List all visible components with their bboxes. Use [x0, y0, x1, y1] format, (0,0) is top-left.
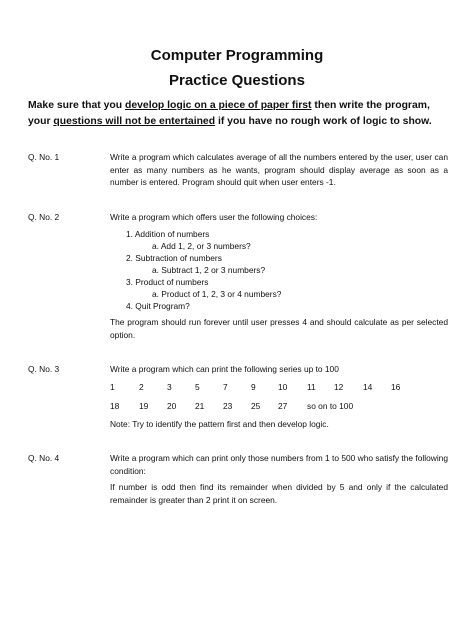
series-number: 2: [139, 382, 144, 392]
choice-subitem: a. Product of 1, 2, 3 or 4 numbers?: [152, 289, 282, 299]
series-number: 12: [334, 382, 344, 392]
page-title: Computer Programming: [150, 47, 324, 64]
question-3-text: Write a program which can print the following series up to 100: [110, 364, 339, 374]
question-3-note: Note: Try to identify the pattern first and then develop logic.: [110, 419, 329, 429]
choice-item: 3. Product of numbers: [126, 277, 209, 287]
question-1-label: Q. No. 1: [28, 152, 60, 162]
intro-instructions: [28, 98, 448, 130]
series-number: 21: [195, 401, 205, 411]
intro-text-1: Make sure that you: [28, 100, 126, 111]
series-number: 11: [307, 382, 316, 392]
intro-text-3: if you have no rough work of logic to show.: [215, 116, 432, 127]
series-number: 18: [110, 401, 120, 411]
series-number: 20: [167, 401, 177, 411]
series-continuation: so on to 100: [307, 401, 354, 411]
question-4-text: Write a program which can print only those numbers from 1 to 500 who satisfy the following condition:: [110, 453, 448, 476]
series-number: 9: [251, 382, 256, 392]
series-number: 7: [223, 382, 228, 392]
series-number: 23: [223, 401, 233, 411]
series-number: 14: [363, 382, 373, 392]
question-3-label: Q. No. 3: [28, 364, 60, 374]
choice-item: 1. Addition of numbers: [126, 229, 210, 239]
series-number: 1: [110, 382, 115, 392]
intro-underline-2: questions will not be entertained: [53, 116, 216, 127]
choice-subitem: a. Add 1, 2, or 3 numbers?: [152, 241, 251, 251]
intro-underline-1: develop logic on a piece of paper first: [125, 100, 312, 111]
series-number: 25: [251, 401, 261, 411]
question-1-text: Write a program which calculates average of all the numbers entered by the user, user can enter as many numbers as he wants, program should display average as soon as a number is entered. Program should quit when user enters -1.: [110, 152, 448, 188]
page-subtitle: Practice Questions: [169, 72, 305, 89]
series-number: 10: [278, 382, 288, 392]
series-number: 5: [195, 382, 200, 392]
series-number: 19: [139, 401, 149, 411]
series-number: 27: [278, 401, 288, 411]
question-4-detail: If number is odd then find its remainder when divided by 5 and only if the calculated remainder is greater than 2 print it on screen.: [110, 482, 448, 505]
question-2-text: Write a program which offers user the following choices:: [110, 212, 318, 222]
question-2-note: The program should run forever until user presses 4 and should calculate as per selected option.: [110, 317, 448, 340]
choice-item: 2. Subtraction of numbers: [126, 253, 222, 263]
choice-item: 4. Quit Program?: [126, 301, 190, 311]
series-number: 16: [391, 382, 401, 392]
choice-subitem: a. Subtract 1, 2 or 3 numbers?: [152, 265, 266, 275]
series-number: 3: [167, 382, 172, 392]
question-2-label: Q. No. 2: [28, 212, 60, 222]
intro-text-2: then write the program, your: [28, 100, 430, 127]
question-4-label: Q. No. 4: [28, 453, 60, 463]
